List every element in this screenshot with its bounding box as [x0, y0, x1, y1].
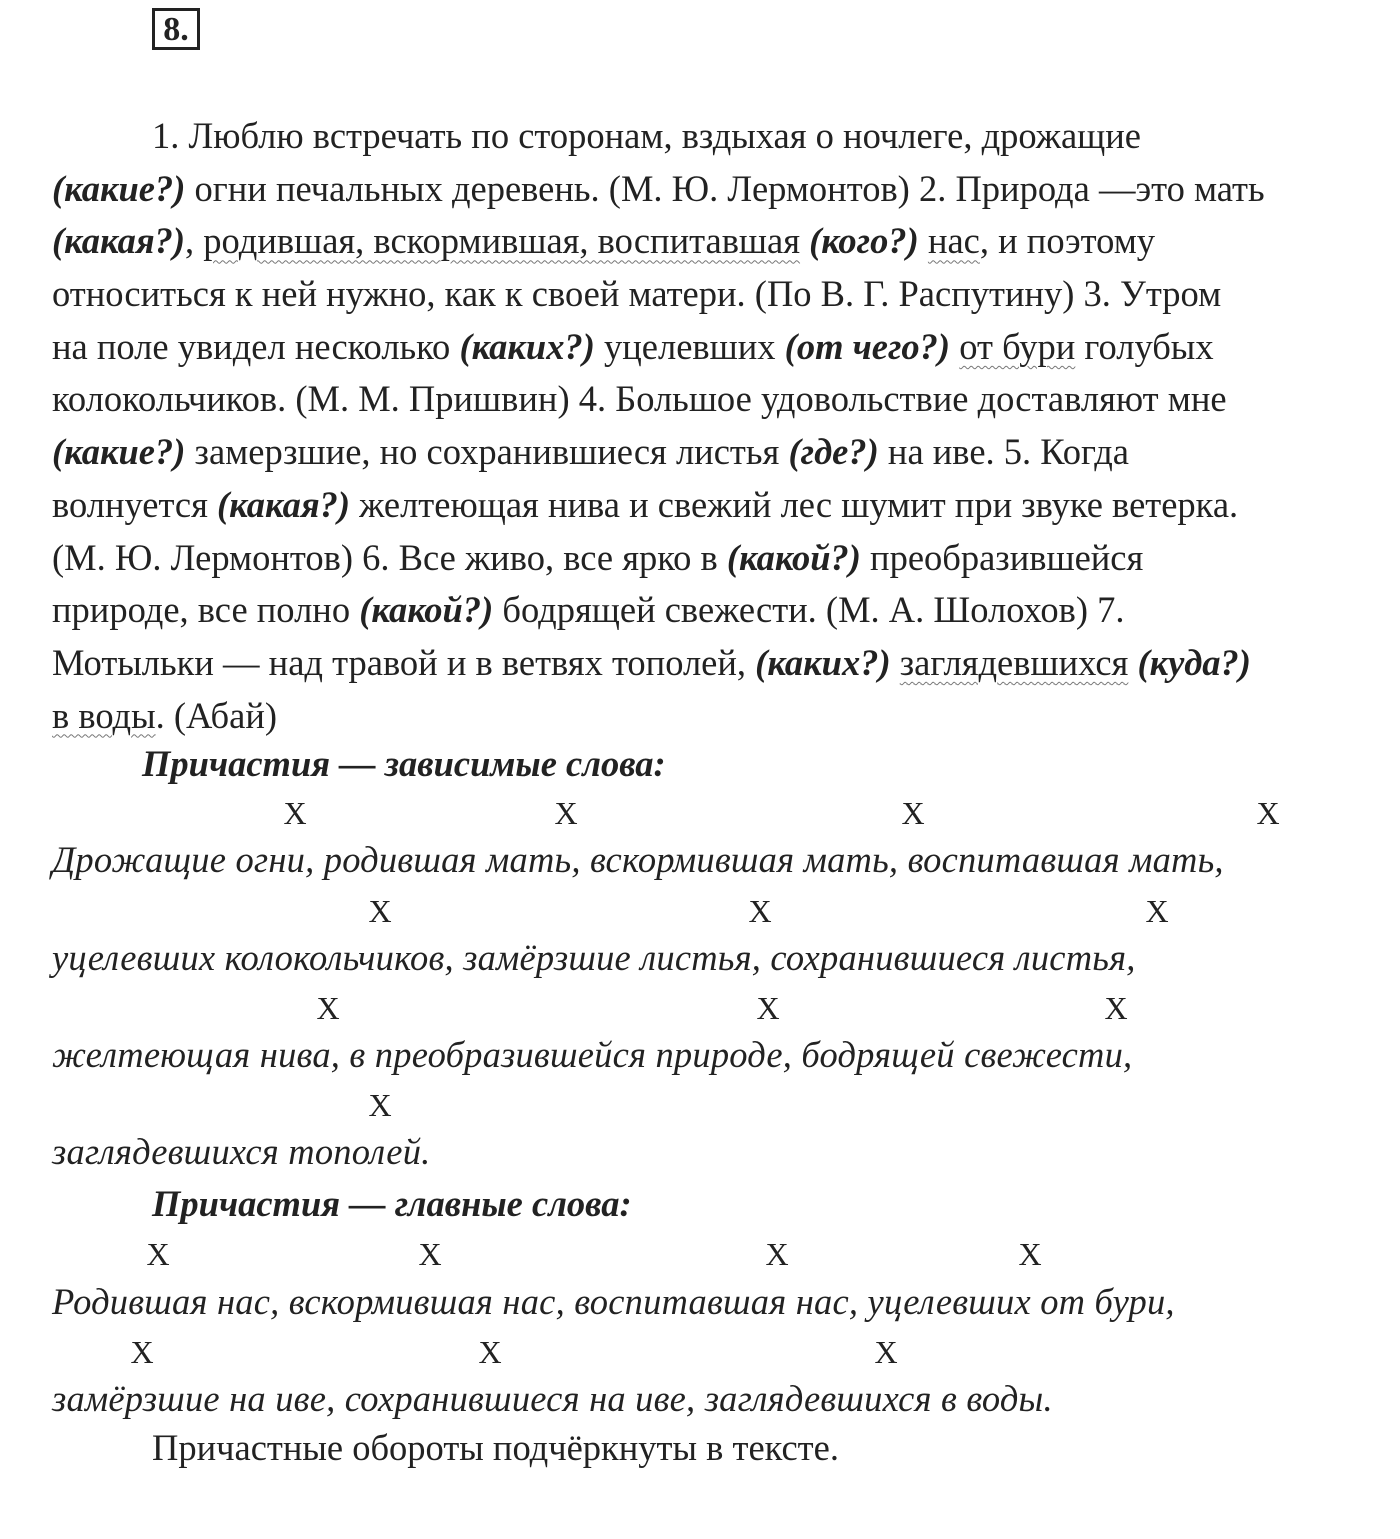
x-mark: X [418, 1236, 442, 1272]
x-mark: X [1256, 795, 1280, 831]
text-fragment: преобразившейся [860, 536, 1144, 578]
text-line-7 [52, 426, 1382, 479]
text-fragment [800, 220, 809, 261]
text-fragment: . (Абай) [155, 694, 278, 736]
question-mark-fragment: (какая?) [216, 483, 351, 525]
dependent-words-heading: Причастия — зависимые слова: [142, 743, 666, 784]
text-fragment: волнуется [52, 483, 217, 525]
question-mark-fragment: (какая?) [52, 220, 186, 262]
x-mark: X [756, 990, 780, 1026]
text-fragment: на иве. 5. Когда [878, 431, 1129, 473]
dependent-example-line: заглядевшихся тополей. [52, 1131, 431, 1172]
x-mark: X [478, 1334, 502, 1370]
exercise-number: 8. [152, 8, 200, 50]
x-mark: X [146, 1236, 170, 1272]
x-mark: X [368, 1087, 392, 1123]
main-example-line: замёрзшие на иве, сохранившиеся на иве, заглядевшихся в воды. [52, 1378, 1053, 1419]
underlined-phrase: заглядевшихся [899, 641, 1129, 683]
question-mark-fragment: (где?) [788, 431, 879, 473]
text-line-5 [52, 321, 1382, 374]
text-fragment: относиться к ней нужно, как к своей матери. (По В. Г. Распутину) 3. Утром [52, 273, 1222, 315]
main-example-line: Родившая нас, вскормившая нас, воспитавшая нас, уцелевших от бури, [52, 1281, 1175, 1322]
dependent-example-line: желтеющая нива, в преобразившейся природе, бодрящей свежести, [52, 1034, 1133, 1075]
x-mark: X [748, 893, 772, 929]
text-line-9 [52, 532, 1382, 585]
text-fragment: замерзшие, но сохранившиеся листья [185, 431, 789, 473]
x-mark: X [901, 795, 925, 831]
text-fragment: 1. Люблю встречать по сторонам, вздыхая о ночлеге, дрожащие [152, 115, 1142, 156]
question-mark-fragment: (какие?) [52, 431, 186, 473]
text-line-1 [52, 110, 1382, 163]
x-mark: X [368, 893, 392, 929]
text-fragment: уцелевших [594, 325, 785, 367]
text-line-4 [52, 268, 1382, 321]
underlined-phrase: в воды [52, 694, 156, 736]
x-mark: X [1145, 893, 1169, 929]
underlined-phrase: от бури [959, 325, 1076, 367]
text-fragment: (М. Ю. Лермонтов) 6. Все живо, все ярко в [52, 536, 727, 578]
text-line-10 [52, 584, 1382, 637]
x-mark: X [283, 795, 307, 831]
text-fragment: , и поэтому [979, 220, 1156, 262]
x-mark: X [316, 990, 340, 1026]
question-mark-fragment: (какой?) [359, 589, 494, 631]
text-fragment: природе, все полно [52, 589, 360, 631]
text-fragment [950, 326, 959, 367]
text-line-2 [52, 163, 1382, 216]
dependent-example-line: Дрожащие огни, родившая мать, вскормившая мать, воспитавшая мать, [52, 839, 1224, 880]
question-mark-fragment: (каких?) [459, 325, 595, 367]
text-fragment: колокольчиков. (М. М. Пришвин) 4. Большое удовольствие доставляют мне [52, 378, 1227, 420]
question-mark-fragment: (куда?) [1137, 641, 1251, 683]
text-line-6 [52, 373, 1382, 426]
text-line-12 [52, 690, 1382, 743]
text-line-11 [52, 637, 1382, 690]
question-mark-fragment: (от чего?) [784, 325, 951, 367]
text-fragment: , [185, 220, 204, 262]
text-fragment [891, 642, 900, 683]
underlined-phrase: нас [927, 220, 980, 262]
text-fragment: бодрящей свежести. (М. А. Шолохов) 7. [493, 589, 1125, 631]
x-mark: X [1018, 1236, 1042, 1272]
question-mark-fragment: (кого?) [809, 220, 919, 262]
exercise-text [52, 110, 1382, 742]
x-mark: X [554, 795, 578, 831]
x-mark: X [874, 1334, 898, 1370]
footer-note: Причастные обороты подчёркнуты в тексте. [152, 1427, 839, 1468]
main-words-heading: Причастия — главные слова: [152, 1183, 632, 1224]
text-fragment: голубых [1075, 325, 1214, 367]
question-mark-fragment: (какой?) [726, 536, 861, 578]
x-mark: X [1104, 990, 1128, 1026]
dependent-example-line: уцелевших колокольчиков, замёрзшие листья, сохранившиеся листья, [52, 937, 1136, 978]
text-fragment: Мотыльки — над травой и в ветвях тополей, [52, 641, 756, 683]
text-fragment: огни печальных деревень. (М. Ю. Лермонтов) 2. Природа —это мать [185, 167, 1265, 209]
text-line-3 [52, 215, 1382, 268]
text-fragment: на поле увидел несколько [52, 325, 460, 367]
text-fragment: желтеющая нива и свежий лес шумит при звуке ветерка. [350, 483, 1239, 525]
text-line-8 [52, 479, 1382, 532]
question-mark-fragment: (каких?) [755, 641, 891, 683]
x-mark: X [765, 1236, 789, 1272]
underlined-phrase: родившая, вскормившая, воспитавшая [203, 220, 801, 262]
text-fragment [919, 220, 928, 261]
question-mark-fragment: (какие?) [52, 167, 186, 209]
x-mark: X [130, 1334, 154, 1370]
